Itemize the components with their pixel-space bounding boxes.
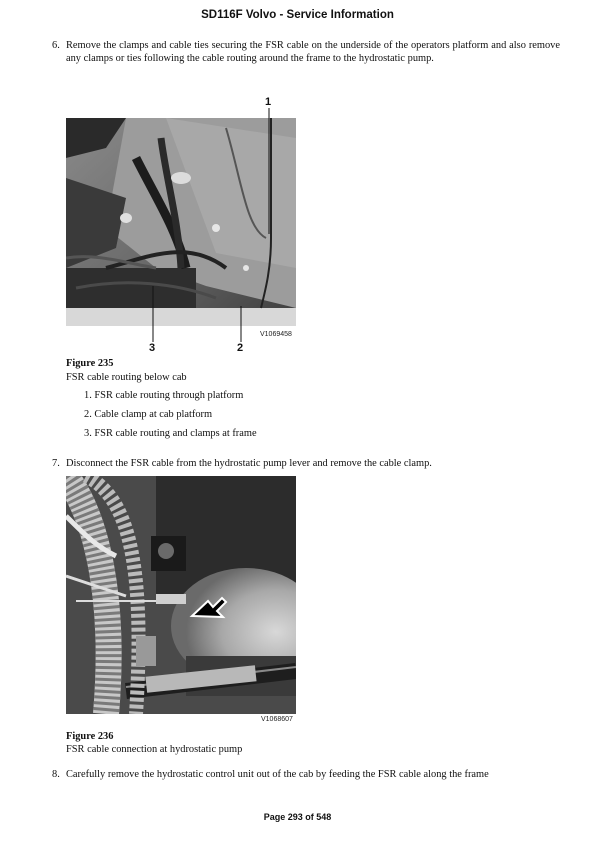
callout-3: 3 bbox=[149, 342, 156, 354]
figure-236 bbox=[66, 476, 306, 728]
step-number: 8. bbox=[52, 769, 60, 780]
step-text: Carefully remove the hydrostatic control unit out of the cab by feeding the FSR cable along the frame bbox=[66, 769, 489, 780]
step-text: Disconnect the FSR cable from the hydrostatic pump lever and remove the cable clamp. bbox=[66, 458, 432, 469]
hydrostatic-pump-photo bbox=[66, 476, 296, 714]
figure-236-photo bbox=[66, 476, 296, 714]
image-code: V1068607 bbox=[261, 716, 293, 723]
page-header: SD116F Volvo - Service Information bbox=[201, 9, 394, 21]
figure-caption: FSR cable connection at hydrostatic pump bbox=[66, 744, 243, 755]
figure-title: Figure 236 bbox=[66, 731, 114, 742]
step-number: 7. bbox=[52, 458, 60, 469]
step-6 bbox=[52, 40, 560, 65]
step-8 bbox=[52, 769, 560, 782]
step-number: 6. bbox=[52, 40, 60, 51]
image-code: V1069458 bbox=[260, 331, 292, 338]
step-7 bbox=[52, 458, 560, 471]
callout-lines bbox=[60, 96, 310, 356]
legend-item: 3. FSR cable routing and clamps at frame bbox=[84, 428, 257, 439]
figure-legend bbox=[84, 390, 257, 447]
callout-1: 1 bbox=[265, 96, 272, 108]
step-text: Remove the clamps and cable ties securing the FSR cable on the underside of the operators platform and also remove any clamps or ties following the cable routing around the frame to the hydrostatic pump. bbox=[66, 40, 560, 64]
callout-2: 2 bbox=[237, 342, 244, 354]
legend-item: 2. Cable clamp at cab platform bbox=[84, 409, 213, 420]
figure-235 bbox=[60, 96, 310, 356]
figure-title: Figure 235 bbox=[66, 358, 114, 369]
figure-caption: FSR cable routing below cab bbox=[66, 372, 187, 383]
page-footer: Page 293 of 548 bbox=[263, 812, 332, 822]
legend-item: 1. FSR cable routing through platform bbox=[84, 390, 244, 401]
